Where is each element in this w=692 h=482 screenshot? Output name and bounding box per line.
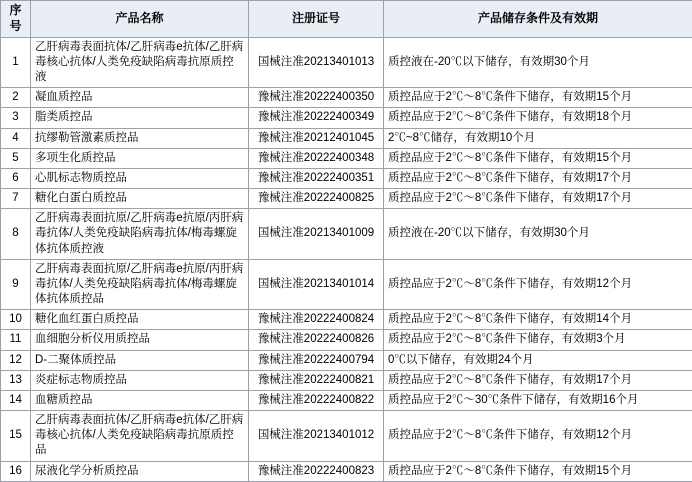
table-row bbox=[1, 209, 692, 260]
cell-registration-number: 豫械注准20222400349 bbox=[249, 108, 384, 128]
table-row bbox=[1, 88, 692, 108]
cell-registration-number: 国械注准20213401014 bbox=[249, 259, 384, 310]
cell-storage-validity: 2℃~8℃储存，有效期10个月 bbox=[384, 128, 692, 148]
cell-registration-number: 豫械注准20222400350 bbox=[249, 88, 384, 108]
table-row bbox=[1, 108, 692, 128]
cell-index: 8 bbox=[1, 209, 31, 260]
cell-product-name: 乙肝病毒表面抗原/乙肝病毒e抗原/丙肝病毒抗体/人类免疫缺陷病毒抗体/梅毒螺旋体抗体质控品 bbox=[31, 259, 249, 310]
table-row bbox=[1, 370, 692, 390]
cell-storage-validity: 质控品应于2℃～8℃条件下储存，有效期17个月 bbox=[384, 168, 692, 188]
cell-product-name: 乙肝病毒表面抗体/乙肝病毒e抗体/乙肝病毒核心抗体/人类免疫缺陷病毒抗原质控品 bbox=[31, 411, 249, 462]
cell-registration-number: 国械注准20213401013 bbox=[249, 37, 384, 88]
cell-storage-validity: 质控液在-20℃以下储存，有效期30个月 bbox=[384, 209, 692, 260]
cell-registration-number: 豫械注准20222400794 bbox=[249, 350, 384, 370]
cell-product-name: 凝血质控品 bbox=[31, 88, 249, 108]
table-header bbox=[1, 1, 692, 38]
cell-product-name: 炎症标志物质控品 bbox=[31, 370, 249, 390]
cell-product-name: D-二聚体质控品 bbox=[31, 350, 249, 370]
cell-index: 3 bbox=[1, 108, 31, 128]
table-body bbox=[1, 37, 692, 481]
cell-index: 10 bbox=[1, 310, 31, 330]
cell-registration-number: 豫械注准20222400823 bbox=[249, 461, 384, 481]
cell-index: 16 bbox=[1, 461, 31, 481]
column-header-storage-validity: 产品储存条件及有效期 bbox=[384, 1, 692, 38]
cell-index: 12 bbox=[1, 350, 31, 370]
cell-product-name: 脂类质控品 bbox=[31, 108, 249, 128]
table-row bbox=[1, 189, 692, 209]
cell-storage-validity: 质控品应于2℃～8℃条件下储存，有效期14个月 bbox=[384, 310, 692, 330]
table-row bbox=[1, 310, 692, 330]
table-row bbox=[1, 390, 692, 410]
cell-registration-number: 国械注准20213401012 bbox=[249, 411, 384, 462]
cell-registration-number: 国械注准20213401009 bbox=[249, 209, 384, 260]
cell-registration-number: 豫械注准20222400348 bbox=[249, 148, 384, 168]
cell-storage-validity: 质控品应于2℃～8℃条件下储存，有效期15个月 bbox=[384, 148, 692, 168]
cell-index: 2 bbox=[1, 88, 31, 108]
cell-product-name: 糖化血红蛋白质控品 bbox=[31, 310, 249, 330]
cell-storage-validity: 质控品应于2℃～8℃条件下储存，有效期3个月 bbox=[384, 330, 692, 350]
column-header-product-name: 产品名称 bbox=[31, 1, 249, 38]
table-row bbox=[1, 330, 692, 350]
cell-index: 13 bbox=[1, 370, 31, 390]
cell-registration-number: 豫械注准20222400822 bbox=[249, 390, 384, 410]
cell-index: 7 bbox=[1, 189, 31, 209]
cell-index: 1 bbox=[1, 37, 31, 88]
cell-storage-validity: 质控品应于2℃～8℃条件下储存，有效期18个月 bbox=[384, 108, 692, 128]
cell-registration-number: 豫械注准20222400824 bbox=[249, 310, 384, 330]
cell-storage-validity: 质控品应于2℃～8℃条件下储存，有效期17个月 bbox=[384, 189, 692, 209]
table-header-row bbox=[1, 1, 692, 38]
cell-storage-validity: 质控品应于2℃～8℃条件下储存，有效期15个月 bbox=[384, 88, 692, 108]
cell-index: 4 bbox=[1, 128, 31, 148]
cell-product-name: 尿液化学分析质控品 bbox=[31, 461, 249, 481]
cell-registration-number: 豫械注准20222400821 bbox=[249, 370, 384, 390]
cell-index: 11 bbox=[1, 330, 31, 350]
cell-registration-number: 豫械注准20212401045 bbox=[249, 128, 384, 148]
table-row bbox=[1, 259, 692, 310]
cell-index: 14 bbox=[1, 390, 31, 410]
cell-product-name: 多项生化质控品 bbox=[31, 148, 249, 168]
cell-index: 15 bbox=[1, 411, 31, 462]
cell-storage-validity: 质控品应于2℃～30℃条件下储存，有效期16个月 bbox=[384, 390, 692, 410]
column-header-registration-number: 注册证号 bbox=[249, 1, 384, 38]
cell-storage-validity: 0℃以下储存，有效期24个月 bbox=[384, 350, 692, 370]
table-row bbox=[1, 461, 692, 481]
cell-product-name: 糖化白蛋白质控品 bbox=[31, 189, 249, 209]
table-row bbox=[1, 148, 692, 168]
cell-storage-validity: 质控品应于2℃～8℃条件下储存，有效期15个月 bbox=[384, 461, 692, 481]
cell-storage-validity: 质控液在-20℃以下储存，有效期30个月 bbox=[384, 37, 692, 88]
cell-registration-number: 豫械注准20222400825 bbox=[249, 189, 384, 209]
cell-storage-validity: 质控品应于2℃～8℃条件下储存，有效期12个月 bbox=[384, 411, 692, 462]
table-row bbox=[1, 168, 692, 188]
cell-product-name: 乙肝病毒表面抗原/乙肝病毒e抗原/丙肝病毒抗体/人类免疫缺陷病毒抗体/梅毒螺旋体抗体质控液 bbox=[31, 209, 249, 260]
cell-index: 9 bbox=[1, 259, 31, 310]
table-row bbox=[1, 350, 692, 370]
table-row bbox=[1, 37, 692, 88]
cell-index: 5 bbox=[1, 148, 31, 168]
cell-storage-validity: 质控品应于2℃～8℃条件下储存，有效期12个月 bbox=[384, 259, 692, 310]
column-header-index: 序号 bbox=[1, 1, 31, 38]
cell-product-name: 乙肝病毒表面抗体/乙肝病毒e抗体/乙肝病毒核心抗体/人类免疫缺陷病毒抗原质控液 bbox=[31, 37, 249, 88]
cell-product-name: 心肌标志物质控品 bbox=[31, 168, 249, 188]
cell-product-name: 血糖质控品 bbox=[31, 390, 249, 410]
cell-storage-validity: 质控品应于2℃～8℃条件下储存，有效期17个月 bbox=[384, 370, 692, 390]
cell-product-name: 血细胞分析仪用质控品 bbox=[31, 330, 249, 350]
cell-index: 6 bbox=[1, 168, 31, 188]
table-row bbox=[1, 411, 692, 462]
cell-registration-number: 豫械注准20222400351 bbox=[249, 168, 384, 188]
table-row bbox=[1, 128, 692, 148]
cell-registration-number: 豫械注准20222400826 bbox=[249, 330, 384, 350]
cell-product-name: 抗缪勒管激素质控品 bbox=[31, 128, 249, 148]
